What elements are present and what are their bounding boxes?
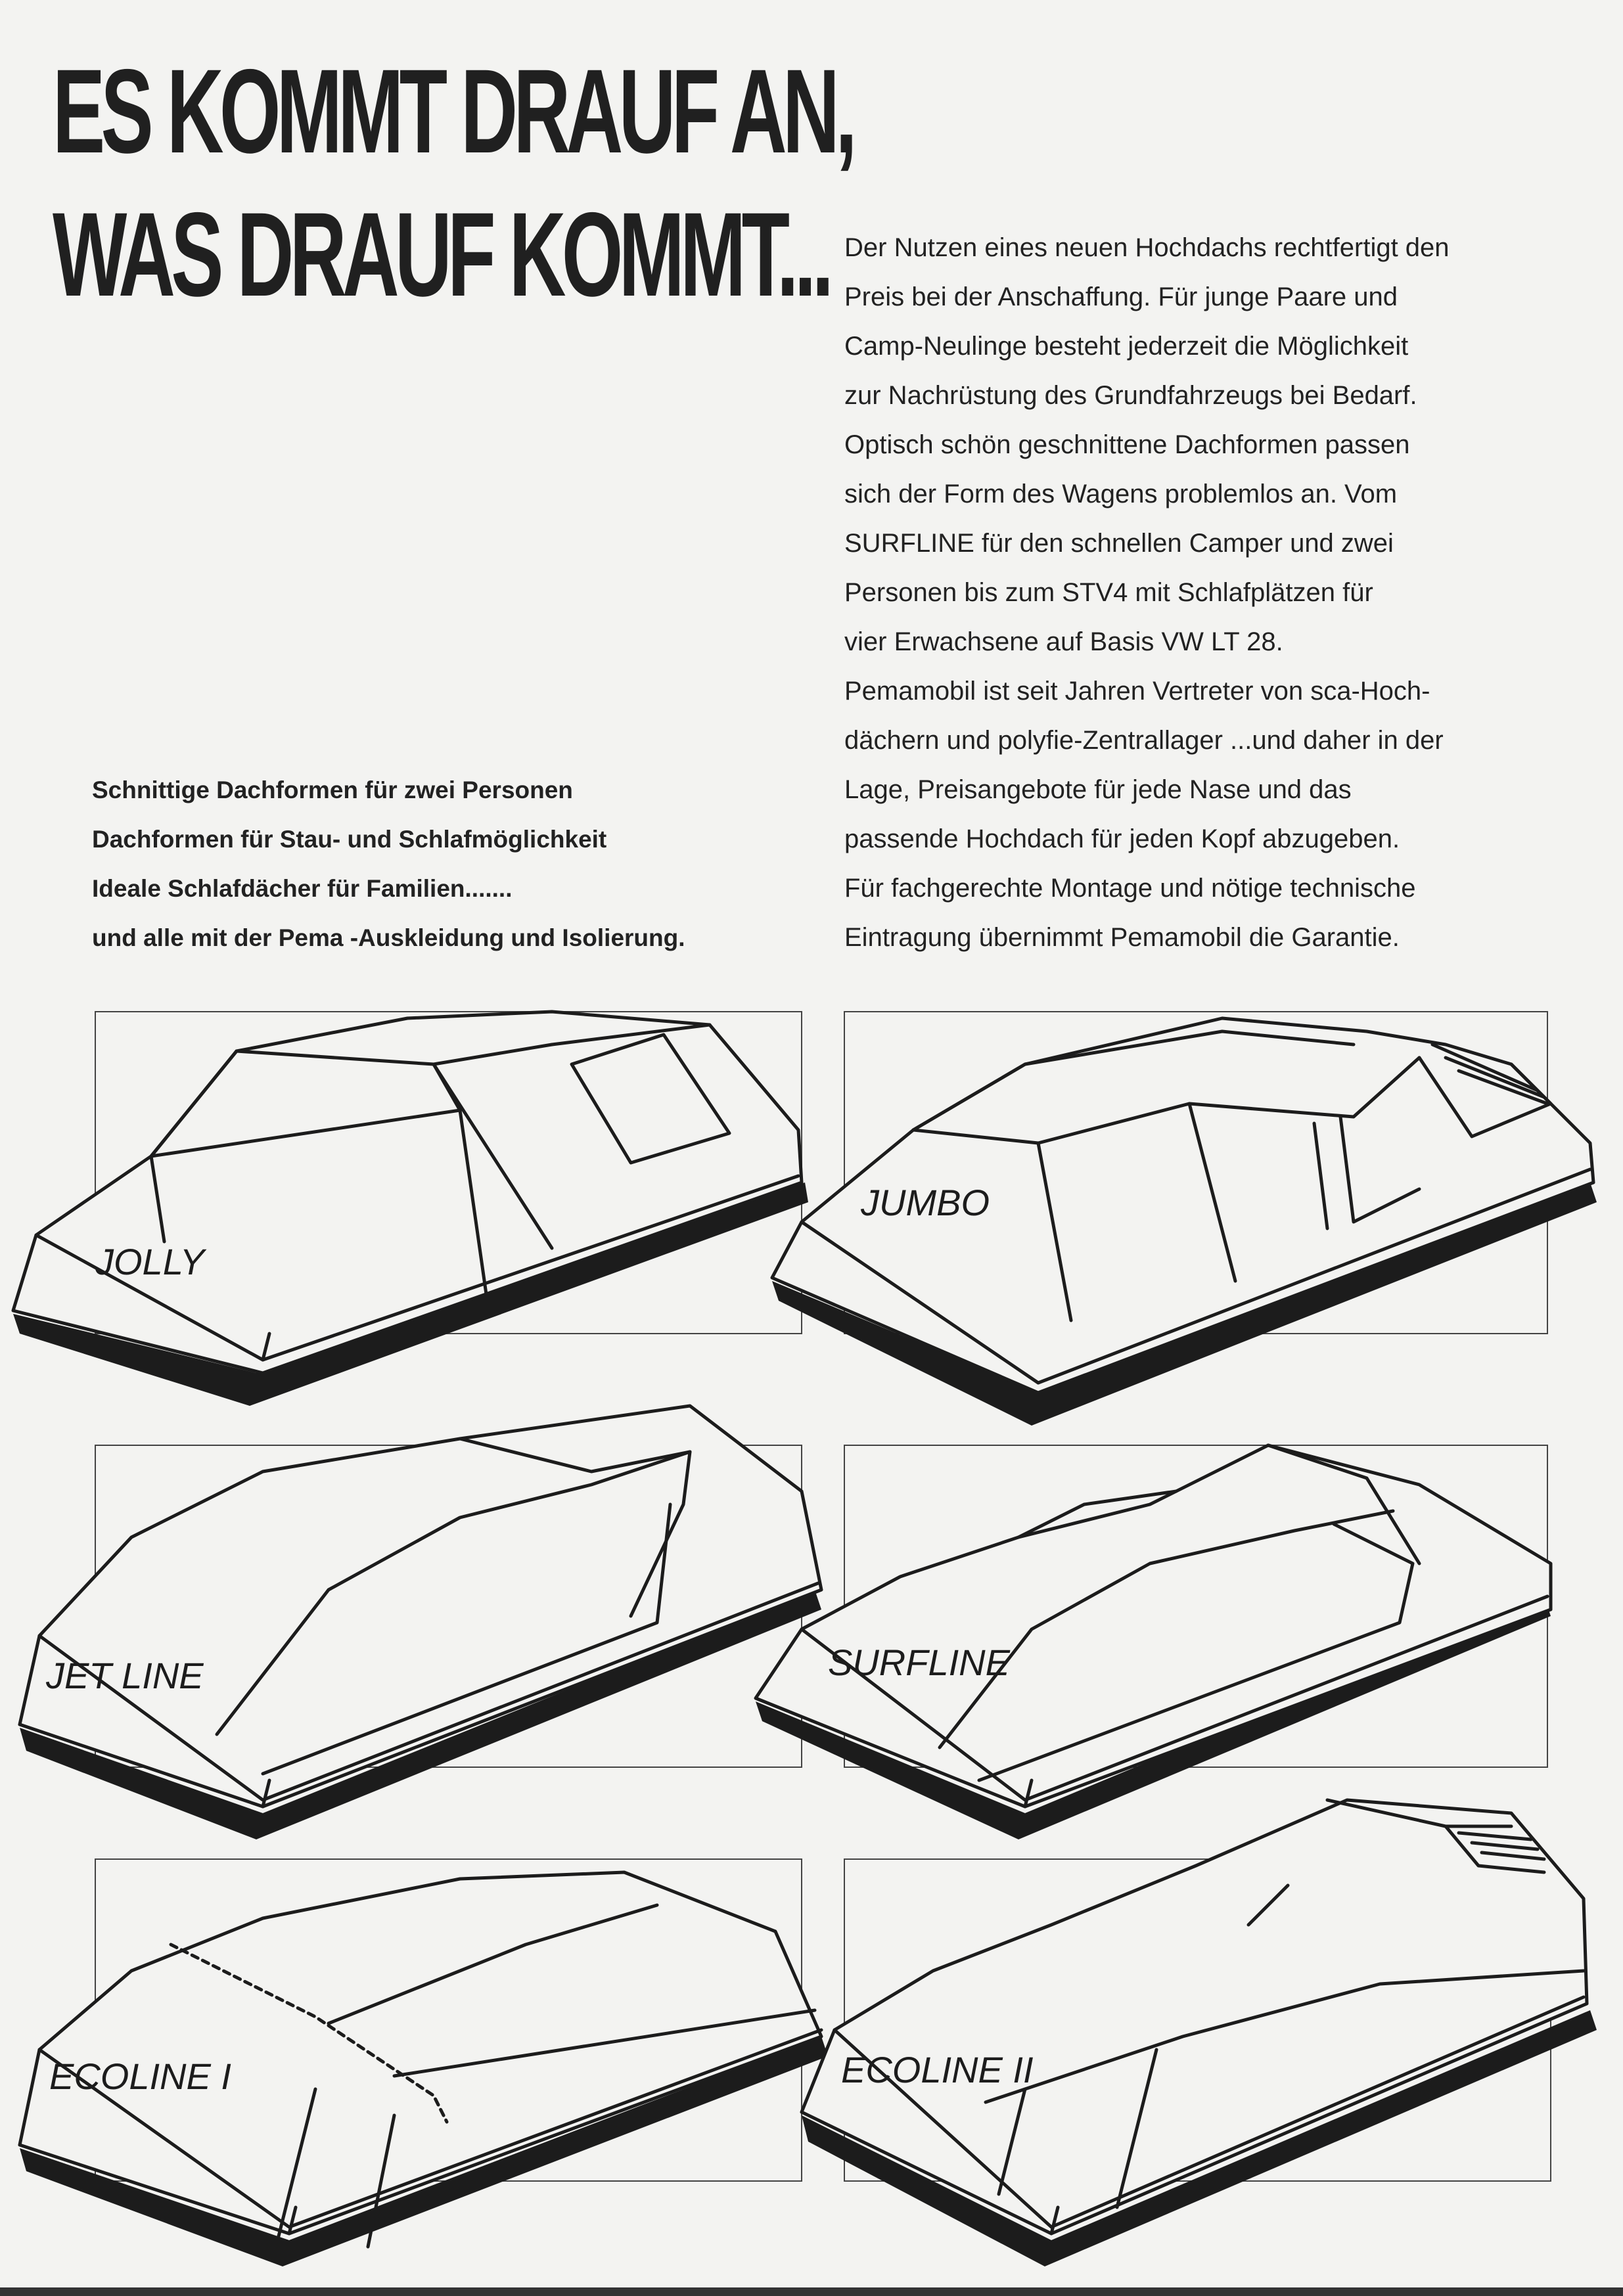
model-label-jetline: JET LINE [46,1655,204,1696]
headline-line-1: ES KOMMT DRAUF AN, [53,44,854,178]
body-line: Für fachgerechte Montage und nötige technische [844,874,1416,903]
feature-line: Ideale Schlafdächer für Familien....... [92,875,513,902]
roof-sketch-ecoline-1 [0,1813,841,2273]
body-line: passende Hochdach für jeden Kopf abzugeben. [844,824,1400,853]
body-text [844,223,1580,962]
feature-list [92,765,815,962]
headline [53,39,854,326]
model-label-ecoline-1: ECOLINE I [49,2056,231,2097]
body-line: Pemamobil ist seit Jahren Vertreter von sca-Hoch- [844,677,1430,706]
body-line: Lage, Preisangebote für jede Nase und das [844,775,1352,804]
body-line: Preis bei der Anschaffung. Für junge Paare und [844,282,1398,311]
model-label-jolly: JOLLY [95,1241,205,1282]
model-label-jumbo: JUMBO [861,1182,990,1223]
feature-line: Schnittige Dachformen für zwei Personen [92,777,573,803]
body-line: SURFLINE für den schnellen Camper und zwei [844,529,1394,558]
model-label-ecoline-2: ECOLINE II [841,2049,1034,2090]
body-line: Personen bis zum STV4 mit Schlafplätzen für [844,578,1373,607]
roof-sketch-jumbo [762,1005,1616,1432]
model-label-surfline: SURFLINE [828,1642,1010,1683]
feature-line: und alle mit der Pema -Auskleidung und Isolierung. [92,924,685,951]
body-line: Der Nutzen eines neuen Hochdachs rechtfertigt den [844,233,1450,262]
body-line: Camp-Neulinge besteht jederzeit die Möglichkeit [844,332,1409,361]
roof-sketch-jetline [0,1386,834,1846]
body-line: dächern und polyfie-Zentrallager ...und daher in der [844,726,1444,755]
roof-sketch-ecoline-2 [789,1787,1616,2273]
body-line: vier Erwachsene auf Basis VW LT 28. [844,627,1283,656]
page-bottom-border [0,2287,1623,2296]
body-line: Eintragung übernimmt Pemamobil die Garantie. [844,923,1400,952]
body-line: sich der Form des Wagens problemlos an. Vom [844,480,1398,508]
feature-line: Dachformen für Stau- und Schlafmöglichkeit [92,826,607,853]
body-line: Optisch schön geschnittene Dachformen passen [844,430,1410,459]
body-line: zur Nachrüstung des Grundfahrzeugs bei Bedarf. [844,381,1417,410]
headline-line-2: WAS DRAUF KOMMT... [53,187,830,321]
roof-sketch-jolly [0,1005,828,1426]
